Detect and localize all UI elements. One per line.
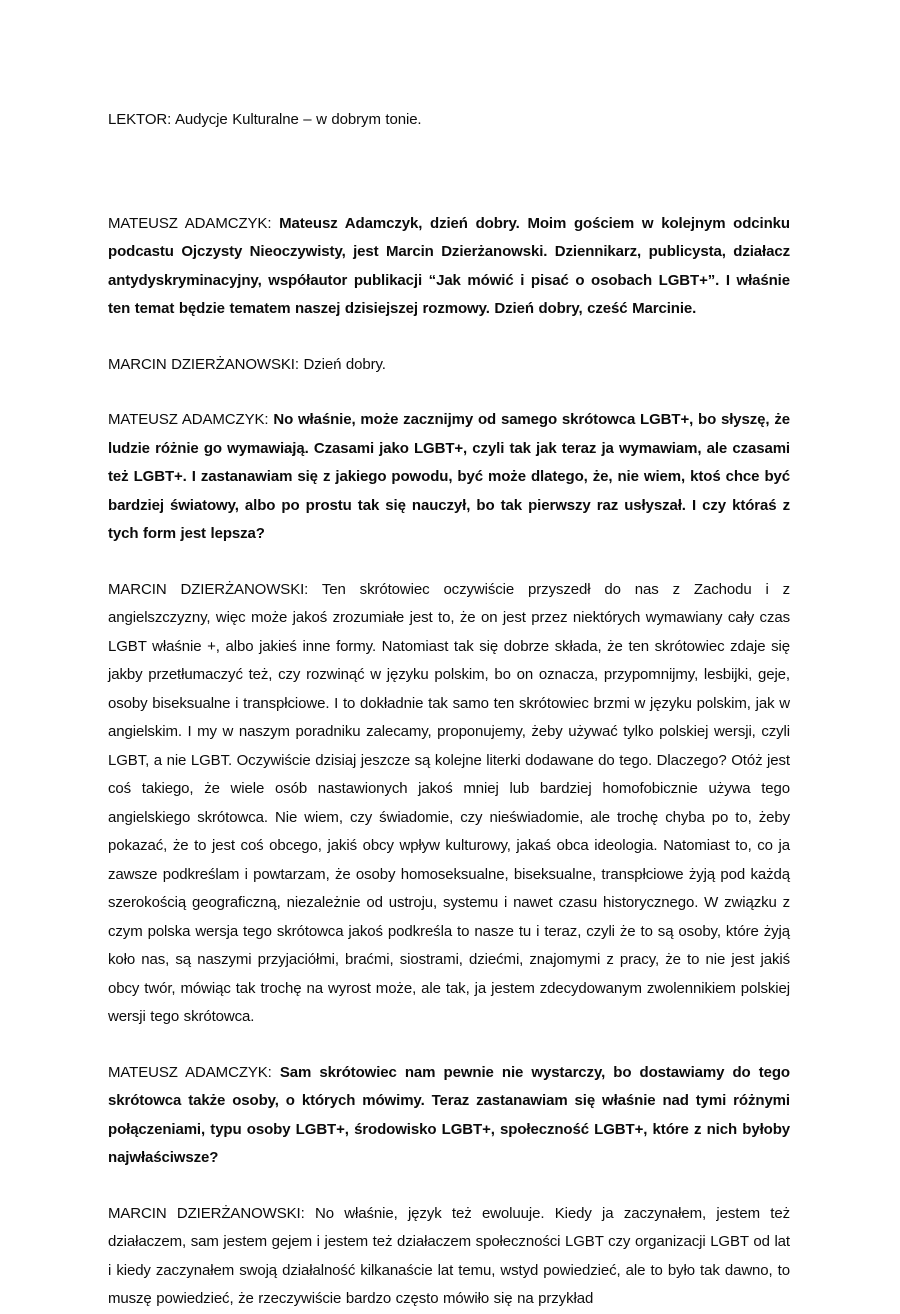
speech-text: No właśnie, może zacznijmy od samego skrótowca LGBT+, bo słyszę, że ludzie różnie go wymawiają. Czasami jako LGBT+, czyli tak jak teraz ja wymawiam, ale czasami też LGBT+. I zastanawiam się z jakiego powodu, być może dlatego, że, nie wiem, ktoś chce być bardziej światowy, albo po prostu tak się nauczył, bo tak pierwszy raz usłyszał. I czy któraś z tych form jest lepsza? — [108, 411, 790, 542]
speaker-label: MARCIN DZIERŻANOWSKI: — [108, 1204, 305, 1222]
transcript-paragraph-guest-greeting — [108, 351, 790, 380]
speech-text: Dzień dobry. — [303, 355, 386, 373]
speaker-label: MARCIN DZIERŻANOWSKI: — [108, 355, 299, 373]
speech-text: Ten skrótowiec oczywiście przyszedł do nas z Zachodu i z angielszczyzny, więc może jakoś zrozumiałe jest to, że on jest przez niektórych wymawiany cały czas LGBT właśnie +, albo jakieś inne formy. Natomiast tak się dobrze składa, że ten skrótowiec zdaje się jakby przetłumaczyć też, czy rozwinąć w języku polskim, bo on oznacza, przypomnijmy, lesbijki, geje, osoby biseksualne i transpłciowe. I to dokładnie tak samo ten skrótowiec brzmi w języku polskim, jak w angielskim. I my w naszym poradniku zalecamy, proponujemy, żeby używać tylko polskiej wersji, czyli LGBT, a nie LGBT. Oczywiście dzisiaj jeszcze są kolejne literki dodawane do tego. Dlaczego? Otóż jest coś takiego, że wiele osób nastawionych jakoś mniej lub bardziej homofobicznie używa tego angielskiego skrótowca. Nie wiem, czy świadomie, czy nieświadomie, ale trochę chyba po to, żeby pokazać, że to jest coś obcego, jakiś obcy wpływ kulturowy, jakaś obca ideologia. Natomiast to, co ja zawsze podkreślam i powtarzam, że osoby homoseksualne, biseksualne, transpłciowe żyją pod każdą szerokością geograficzną, niezależnie od ustroju, systemu i nawet czasu historycznego. W związku z czym polska wersja tego skrótowca jakoś podkreśla to nasze tu i teraz, czyli że to są osoby, które żyją koło nas, są naszymi przyjaciółmi, braćmi, siostrami, dziećmi, znajomymi z pracy, że to nie jest jakiś obcy twór, mówiąc tak trochę na wyrost może, ale tak, ja jestem zdecydowanym zwolennikiem polskiej wersji tego skrótowca. — [108, 580, 791, 1025]
speaker-label: MARCIN DZIERŻANOWSKI: — [108, 580, 309, 598]
speech-text: Mateusz Adamczyk, dzień dobry. Moim gościem w kolejnym odcinku podcastu Ojczysty Nieoczywisty, jest Marcin Dzierżanowski. Dziennikarz, publicysta, działacz antydyskryminacyjny, współautor publikacji “Jak mówić i pisać o osobach LGBT+”. I właśnie ten temat będzie tematem naszej dzisiejszej rozmowy. Dzień dobry, cześć Marcinie. — [108, 214, 790, 317]
speaker-label: MATEUSZ ADAMCZYK: — [108, 1063, 272, 1081]
speech-text: Sam skrótowiec nam pewnie nie wystarczy, bo dostawiamy do tego skrótowca także osoby, o których mówimy. Teraz zastanawiam się właśnie nad tymi różnymi połączeniami, typu osoby LGBT+, środowisko LGBT+, społeczność LGBT+, które z nich byłoby najwłaściwsze? — [108, 1063, 790, 1166]
transcript-paragraph-host-question-1 — [108, 406, 790, 549]
speaker-label: LEKTOR: — [108, 111, 172, 128]
transcript-paragraph-guest-answer-1 — [108, 576, 790, 1032]
transcript-paragraph-host-intro — [108, 210, 790, 324]
transcript-paragraph-host-question-2 — [108, 1059, 790, 1173]
speech-text: No właśnie, język też ewoluuje. Kiedy ja zaczynałem, jestem też działaczem, sam jestem gejem i jestem też działaczem społeczności LGBT czy organizacji LGBT od lat i kiedy zaczynałem swoją działalność kilkanaście lat temu, wstyd powiedzieć, ale to było tak dawno, to muszę powiedzieć, że rzeczywiście bardzo często mówiło się na przykład — [108, 1204, 791, 1307]
transcript-paragraph-guest-answer-2 — [108, 1200, 790, 1314]
speech-text: Audycje Kulturalne – w dobrym tonie. — [174, 111, 422, 128]
speaker-label: MATEUSZ ADAMCZYK: — [108, 411, 269, 428]
transcript-paragraph-lektor — [108, 106, 790, 135]
speaker-label: MATEUSZ ADAMCZYK: — [108, 214, 272, 232]
